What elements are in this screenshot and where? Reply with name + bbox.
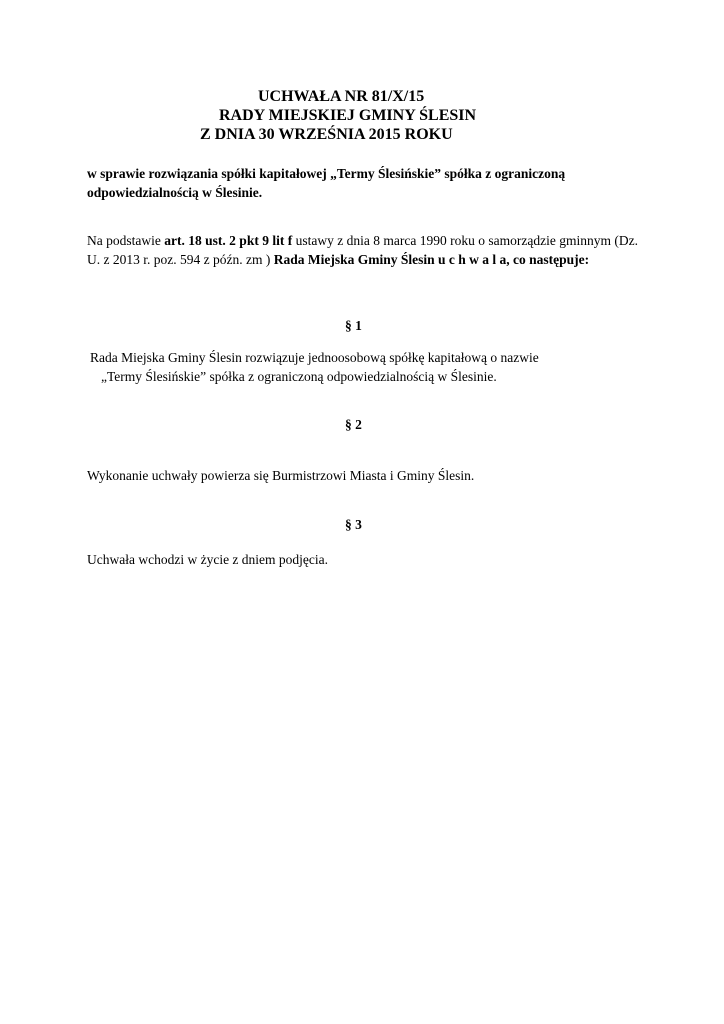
section-2-symbol: § 2	[345, 417, 362, 432]
section-2-text: Wykonanie uchwały powierza się Burmistrzowi Miasta i Gminy Ślesin.	[87, 468, 475, 483]
legal-basis	[87, 231, 638, 269]
section-3-text: Uchwała wchodzi w życie z dniem podjęcia.	[87, 552, 329, 567]
subject-line-1: w sprawie rozwiązania spółki kapitałowej „Termy Ślesińskie” spółka z ograniczoną	[87, 166, 566, 181]
subject-line-2: odpowiedzialnością w Ślesinie.	[87, 185, 263, 200]
section-1-symbol: § 1	[345, 318, 362, 333]
resolution-number: UCHWAŁA NR 81/X/15	[258, 88, 425, 105]
section-1-text-line-1: Rada Miejska Gminy Ślesin rozwiązuje jednoosobową spółkę kapitałową o nazwie	[90, 350, 539, 365]
basis-act: ustawy z dnia 8 marca 1990 roku o samorządzie gminnym (Dz. U. z 2013 r. poz. 594 z późn. zm )	[87, 233, 639, 267]
basis-council-resolves: Rada Miejska Gminy Ślesin u c h w a l a, co następuje:	[273, 252, 590, 267]
basis-article: art. 18 ust. 2 pkt 9 lit f	[164, 233, 293, 248]
section-1-text-line-2: „Termy Ślesińskie” spółka z ograniczoną odpowiedzialnością w Ślesinie.	[101, 369, 497, 384]
section-3-symbol: § 3	[345, 517, 362, 532]
council-name: RADY MIEJSKIEJ GMINY ŚLESIN	[219, 107, 477, 124]
resolution-subject	[87, 164, 647, 202]
resolution-date: Z DNIA 30 WRZEŚNIA 2015 ROKU	[200, 126, 453, 143]
basis-intro: Na podstawie	[87, 233, 165, 248]
